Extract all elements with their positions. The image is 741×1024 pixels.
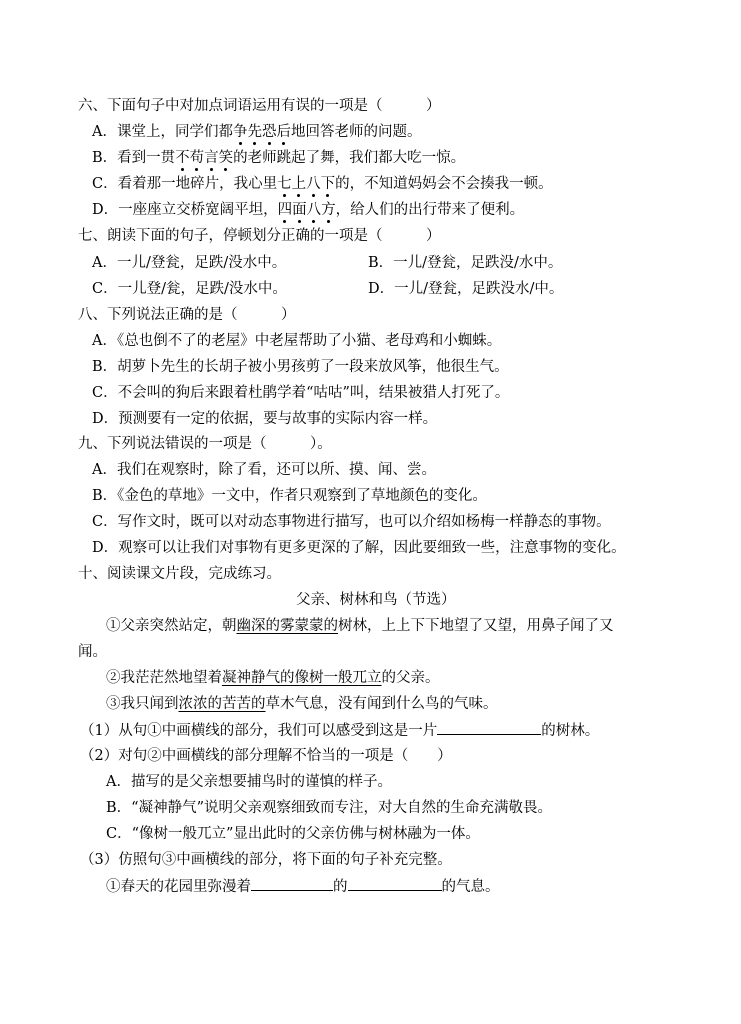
passage-title: 父亲、树林和鸟（节选） xyxy=(296,592,456,608)
subquestion-2-stem: （2）对句②中画横线的部分理解不恰当的一项是（ ） xyxy=(80,748,452,764)
dotted-char: 争 xyxy=(232,124,248,140)
q7-option-c: C．一儿登/瓮，足跌/没水中。 xyxy=(92,281,287,297)
answer-blank[interactable] xyxy=(251,876,333,891)
q7-option-b: B．一儿/登瓮，足跌没/水中。 xyxy=(368,255,563,271)
q8-option-d: D．预测要有一定的依据，要与故事的实际内容一样。 xyxy=(92,411,438,427)
text: D．一座座立交桥宽阔平坦， xyxy=(92,202,278,218)
subquestion-3-sentence xyxy=(106,876,500,897)
dotted-char: 笑 xyxy=(218,150,234,166)
q6-option-a xyxy=(92,122,421,142)
dotted-char: 上 xyxy=(291,176,307,192)
text: 的，不知道妈妈会不会揍我一顿。 xyxy=(335,176,553,192)
q10-stem: 十、阅读课文片段，完成练习。 xyxy=(78,566,281,582)
passage-sentence-2 xyxy=(106,668,440,688)
subquestion-2-option-b: B．“凝神静气”说明父亲观察细致而专注，对大自然的生命充满敬畏。 xyxy=(106,800,552,816)
q8-stem: 八、下列说法正确的是（ ） xyxy=(78,307,296,323)
dotted-word xyxy=(175,150,233,166)
underlined-phrase: 幽深的雾蒙蒙的 xyxy=(236,618,338,634)
text: ①春天的花园里弥漫着 xyxy=(106,879,251,895)
text: 草木气息，没有闻到什么鸟的气味。 xyxy=(265,696,498,712)
underlined-phrase: 浓浓的苦苦的 xyxy=(178,696,266,712)
text: ，给人们的出行带来了便利。 xyxy=(335,202,525,218)
q8-option-c: C．不会叫的狗后来跟着杜鹃学着“咕咕”叫，结果被猎人打死了。 xyxy=(92,385,510,401)
q8-option-a: A．《总也倒不了的老屋》中老屋帮助了小猫、老母鸡和小蜘蛛。 xyxy=(92,333,502,349)
q6-stem: 六、下面句子中对加点词语运用有误的一项是（ ） xyxy=(78,98,441,114)
q7-option-d: D．一儿/登瓮，足跌没水/中。 xyxy=(368,281,564,297)
dotted-char: 八 xyxy=(306,202,322,218)
q7-stem: 七、朗读下面的句子，停顿划分正确的一项是（ ） xyxy=(78,228,441,244)
subquestion-3-stem: （3）仿照句③中画横线的部分，将下面的句子补充完整。 xyxy=(80,852,452,868)
dotted-char: 苟 xyxy=(189,150,205,166)
q9-stem: 九、下列说法错误的一项是（ ）。 xyxy=(78,436,332,452)
q6-option-c xyxy=(92,174,553,194)
dotted-char: 下 xyxy=(320,176,336,192)
text: （1）从句①中画横线的部分，我们可以感受到这是一片 xyxy=(80,723,438,739)
text: 的树林。 xyxy=(541,723,600,739)
text: ③我只闻到 xyxy=(106,696,179,712)
dotted-char: 四 xyxy=(277,202,293,218)
dotted-word xyxy=(233,124,291,140)
dotted-char: 面 xyxy=(292,202,307,218)
text: A．课堂上，同学们都 xyxy=(92,124,233,140)
q6-option-b xyxy=(92,148,465,168)
dotted-char: 恐 xyxy=(261,124,277,140)
answer-blank[interactable] xyxy=(348,876,442,891)
passage-sentence-3 xyxy=(106,694,498,714)
q9-option-a: A．我们在观察时，除了看，还可以所、摸、闻、尝。 xyxy=(92,462,436,478)
dotted-char: 七 xyxy=(277,176,292,192)
q9-option-d: D．观察可以让我们对事物有更多更深的了解，因此要细致一些，注意事物的变化。 xyxy=(92,540,626,556)
text: ②我茫茫然地望着 xyxy=(106,670,222,686)
passage-sentence-1-cont: 闻。 xyxy=(78,644,107,660)
text: 的老师跳起了舞，我们都大吃一惊。 xyxy=(233,150,466,166)
dotted-char: 言 xyxy=(204,150,219,166)
text: 地回答老师的问题。 xyxy=(290,124,422,140)
q6-option-d xyxy=(92,200,524,220)
text: C．看着那一地碎片，我心里 xyxy=(92,176,278,192)
subquestion-2-option-a: A．描写的是父亲想要捕鸟时的谨慎的样子。 xyxy=(106,774,392,790)
text: 的 xyxy=(333,879,348,895)
q9-option-c: C．写作文时，既可以对动态事物进行描写，也可以介绍如杨梅一样静态的事物。 xyxy=(92,514,611,530)
dotted-word xyxy=(277,176,335,192)
dotted-word xyxy=(278,202,336,218)
subquestion-2-option-c: C．“像树一般兀立”显出此时的父亲仿佛与树林融为一体。 xyxy=(106,826,480,842)
subquestion-1 xyxy=(80,720,599,741)
passage-sentence-1 xyxy=(106,616,614,636)
dotted-char: 先 xyxy=(247,124,262,140)
q8-option-b: B．胡萝卜先生的长胡子被小男孩剪了一段来放风筝，他很生气。 xyxy=(92,359,509,375)
dotted-char: 后 xyxy=(276,124,291,140)
text: B．看到一贯 xyxy=(92,150,176,166)
answer-blank[interactable] xyxy=(437,720,541,735)
dotted-char: 八 xyxy=(306,176,321,192)
dotted-char: 不 xyxy=(175,150,190,166)
text: 树林，上上下下地望了又望，用鼻子闻了又 xyxy=(338,618,614,634)
q7-option-a: A．一儿/登瓮，足跌/没水中。 xyxy=(92,255,287,271)
dotted-char: 方 xyxy=(321,202,336,218)
text: 的气息。 xyxy=(441,879,500,895)
text: 的父亲。 xyxy=(381,670,440,686)
underlined-phrase: 凝神静气的像树一般兀立 xyxy=(222,670,382,686)
q9-option-b: B．《金色的草地》一文中，作者只观察到了草地颜色的变化。 xyxy=(92,488,487,504)
text: ①父亲突然站定，朝 xyxy=(106,618,237,634)
